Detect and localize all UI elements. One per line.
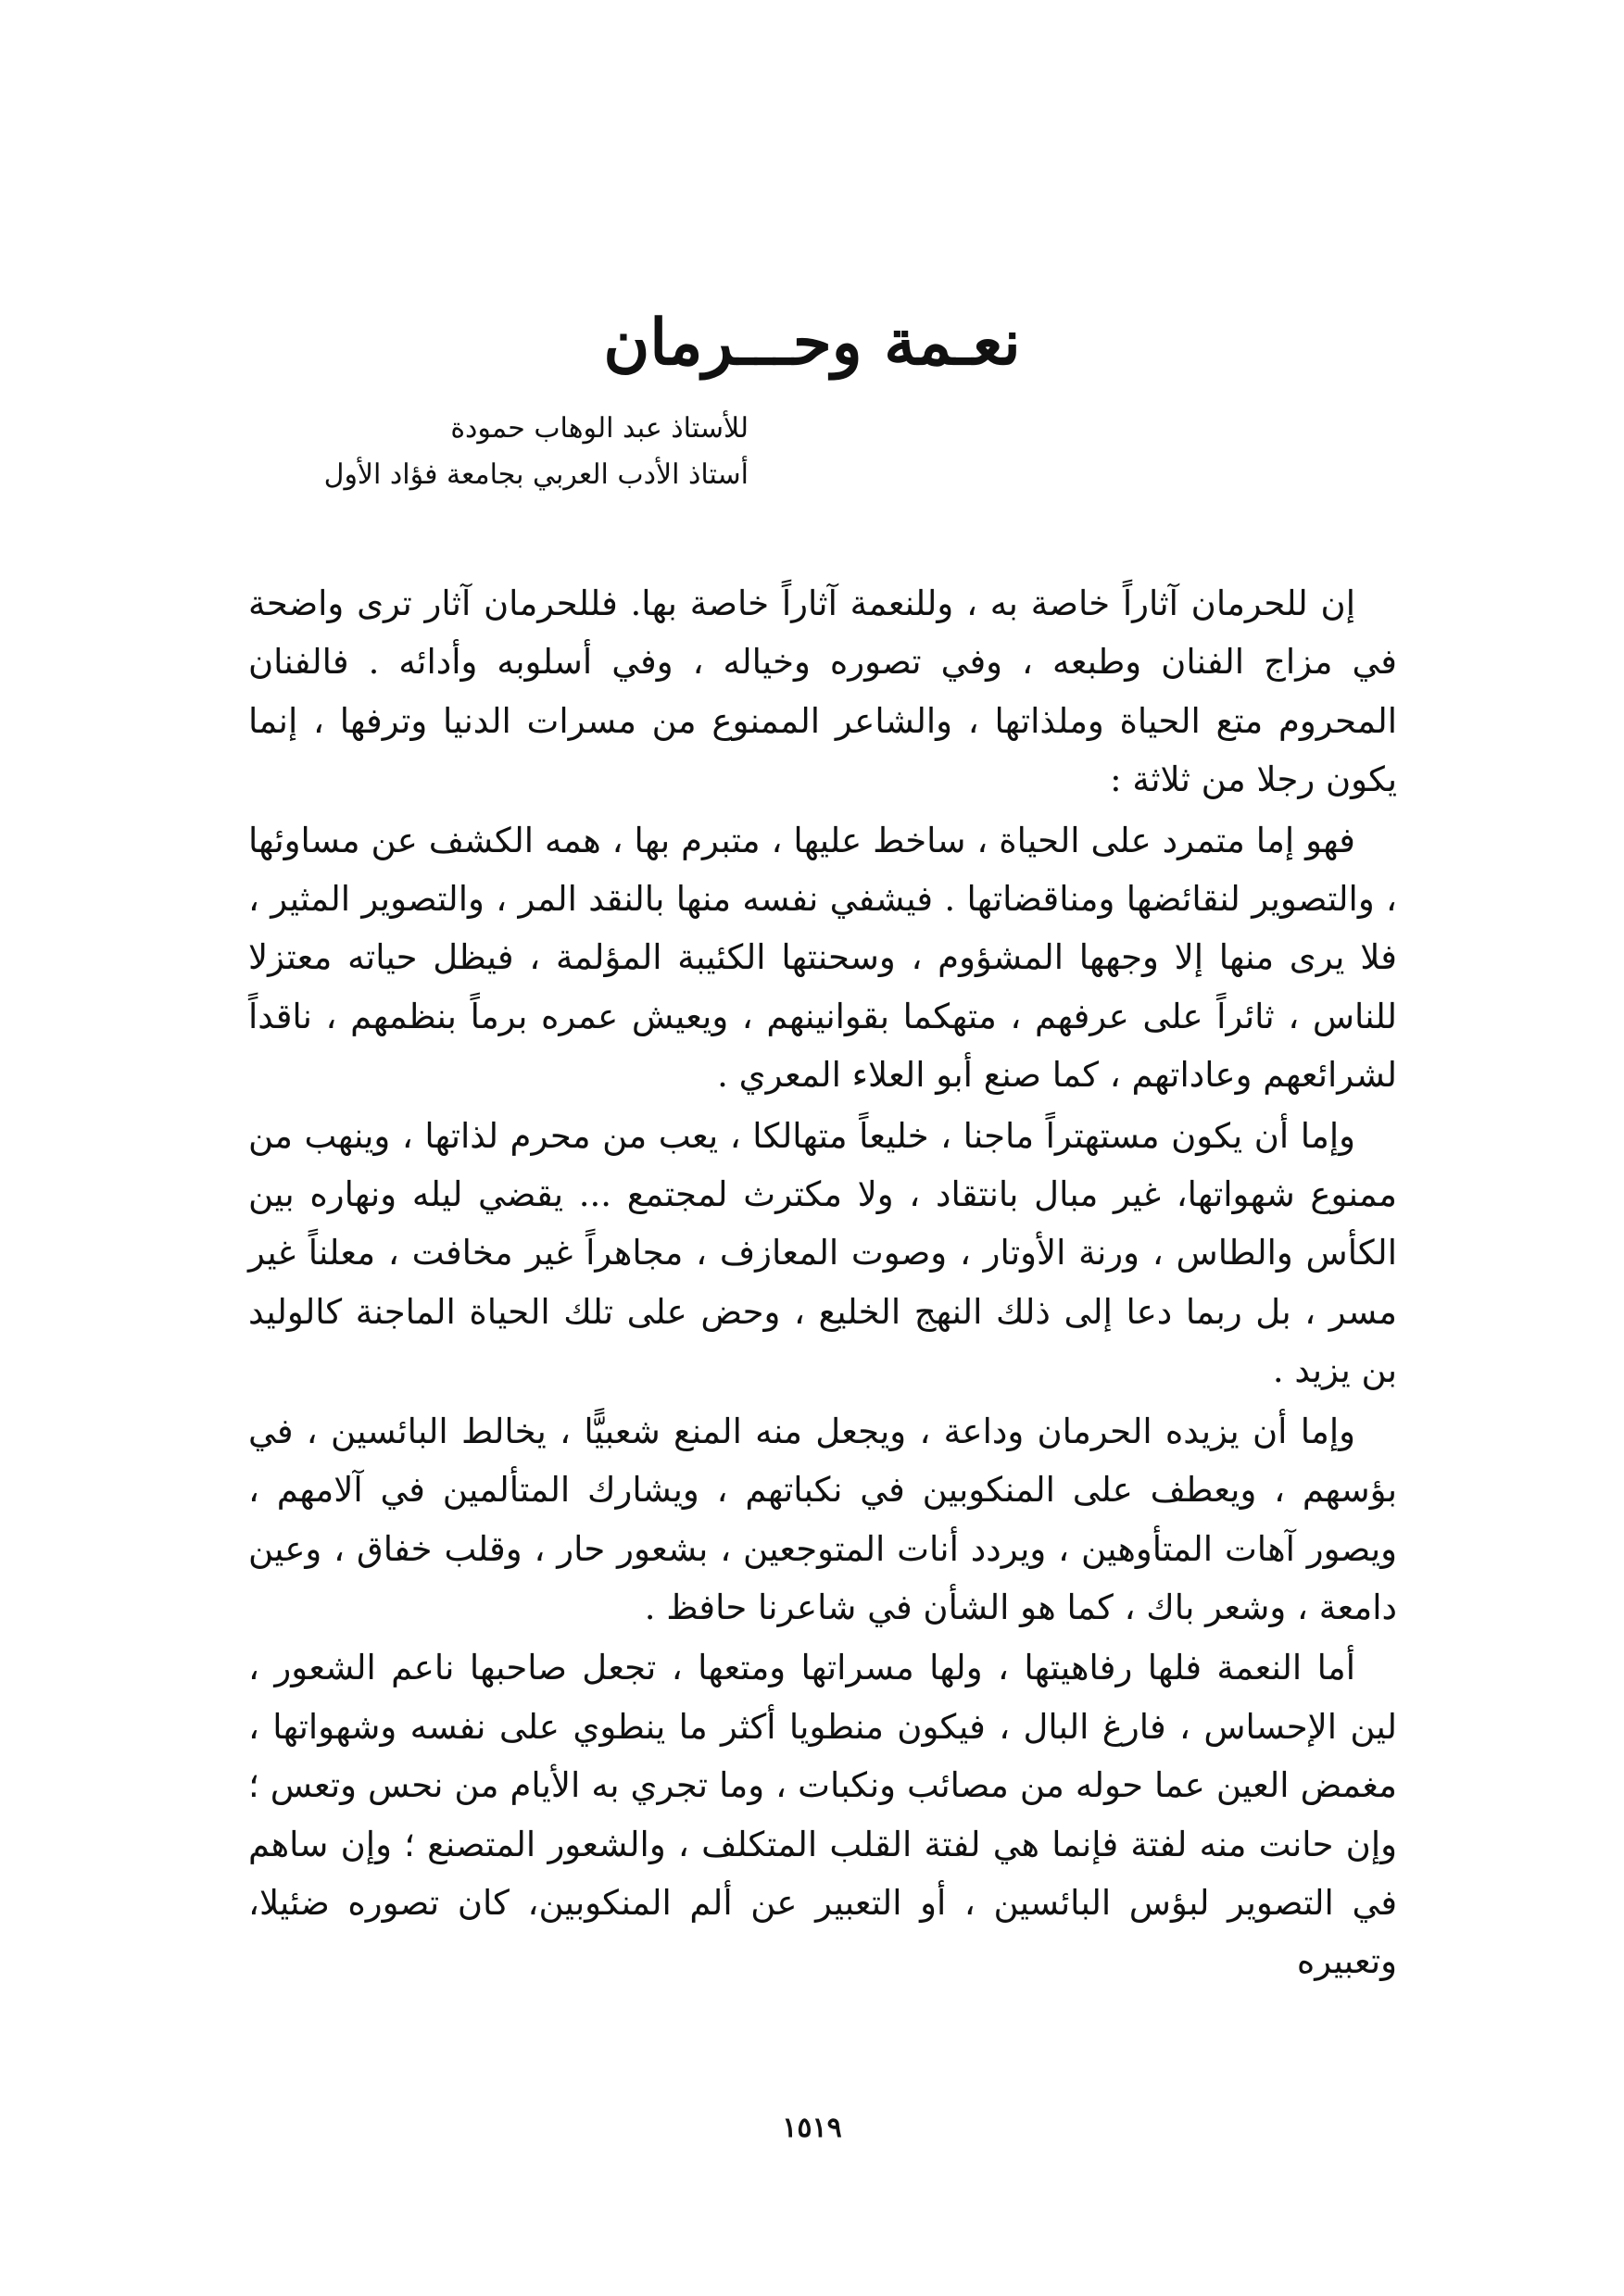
paragraph-3: وإما أن يكون مستهتراً ماجنا ، خليعاً متهالكا ، يعب من محرم لذاتها ، وينهب من ممنوع شهواتها، غير مبال بانتقاد ، ولا مكترث لمجتمع ... يقضي ليله ونهاره بين الكأس والطاس ، ورنة الأوتار ، وصوت المعازف ، مجاهراً غير مخافت ، معلناً غير مسر ، بل ربما دعا إلى ذلك النهج الخليع ، وحض على تلك الحياة الماجنة كالوليد بن يزيد .: [248, 1115, 1397, 1391]
paragraph-1: إن للحرمان آثاراً خاصة به ، وللنعمة آثاراً خاصة بها. فللحرمان آثار ترى واضحة في مزاج الفنان وطبعه ، وفي تصوره وخياله ، وفي أسلوبه وأدائه . فالفنان المحروم متع الحياة وملذاتها ، والشاعر الممنوع من مسرات الدنيا وترفها ، إنما يكون رجلا من ثلاثة :: [248, 583, 1397, 800]
author-name: للأستاذ عبد الوهاب حمودة: [450, 412, 749, 445]
article-title: نعـمة وحـــرمان: [603, 306, 1021, 380]
paragraph-4: وإما أن يزيده الحرمان وداعة ، ويجعل منه المنع شعبيًّا ، يخالط البائسين ، في بؤسهم ، ويعطف على المنكوبين في نكباتهم ، ويشارك المتألمين في آلامهم ، ويصور آهات المتأوهين ، ويردد أنات المتوجعين ، بشعور حار ، وقلب خفاق ، وعين دامعة ، وشعر باك ، كما هو الشأن في شاعرنا حافظ .: [248, 1411, 1397, 1627]
author-position: أستاذ الأدب العربي بجامعة فؤاد الأول: [323, 458, 749, 491]
paragraph-2: فهو إما متمرد على الحياة ، ساخط عليها ، متبرم بها ، همه الكشف عن مساوئها ، والتصوير لنقائضها ومناقضاتها . فيشفي نفسه منها بالنقد المر ، والتصوير المثير ، فلا يرى منها إلا وجهها المشؤوم ، وسحنتها الكئيبة المؤلمة ، فيظل حياته معتزلا للناس ، ثائراً على عرفهم ، متهكما بقوانينهم ، ويعيش عمره برماً بنظمهم ، ناقداً لشرائعهم وعاداتهم ، كما صنع أبو العلاء المعري .: [248, 820, 1397, 1096]
author-byline: [324, 406, 749, 498]
article-body: [248, 574, 1397, 1991]
paragraph-5: أما النعمة فلها رفاهيتها ، ولها مسراتها ومتعها ، تجعل صاحبها ناعم الشعور ، لين الإحساس ، فارغ البال ، فيكون منطويا أكثر ما ينطوي على نفسه وشهواتها ، مغمض العين عما حوله من مصائب ونكبات ، وما تجري به الأيام من نحس وتعس ؛ وإن حانت منه لفتة فإنما هي لفتة القلب المتكلف ، والشعور المتصنع ؛ وإن ساهم في التصوير لبؤس البائسين ، أو التعبير عن ألم المنكوبين، كان تصوره ضئيلا، وتعبيره: [248, 1648, 1397, 1982]
page-number: ١٥١٩: [782, 2112, 842, 2144]
